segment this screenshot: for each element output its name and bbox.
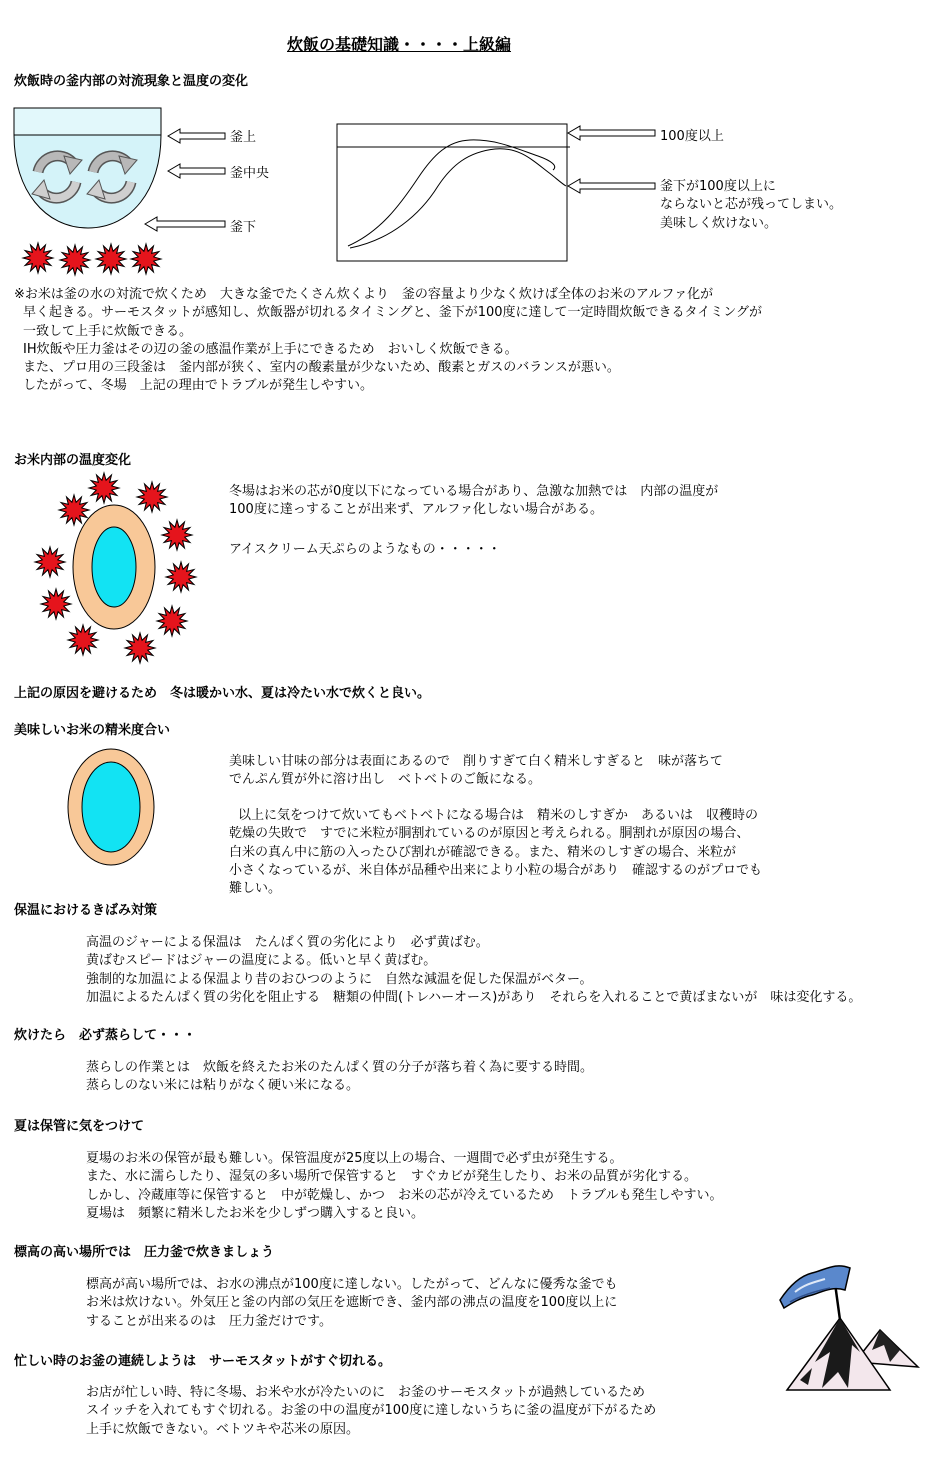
paragraph-line: でんぷん質が外に溶け出し ベトベトのご飯になる。 [229,772,542,788]
section-heading-busy: 忙しい時のお釜の連続しようは サーモスタットがすぐ切れる。 [14,1354,392,1369]
left-arrow-icon [568,126,655,140]
red-burst-icon [41,589,71,619]
graph-note [660,178,842,233]
steaming-text [86,1059,593,1096]
paragraph-line: 標高が高い場所では、お水の沸点が100度に達しない。したがって、どんなに優秀な釜でも [86,1277,618,1292]
mountain-flag-icon [780,1266,918,1390]
red-burst-icon [162,520,192,550]
red-burst-icon [60,245,90,275]
left-arrow-icon [168,164,225,178]
page-title: 炊飯の基礎知識・・・・上級編 [287,35,512,54]
polishing-text [229,753,723,790]
grain-temperature-aside: アイスクリーム天ぷらのようなもの・・・・・ [229,542,501,557]
busy-text [86,1384,656,1439]
paragraph-line: 100度に達っすることが出来ず、アルファ化しない場合がある。 [229,502,603,518]
graph-note-line: 美味しく炊けない。 [660,215,778,231]
red-burst-icon [131,244,161,274]
note-line: したがって、冬場 上記の理由でトラブルが発生しやすい。 [23,378,373,394]
pot-label-bottom: 釜下 [230,220,257,235]
section-heading-polishing: 美味しいお米の精米度合い [14,723,171,738]
note-line: ※お米は釜の水の対流で炊くため 大きな釜でたくさん炊くより 釜の容量より少なく炊けば全体のお米のアルファ化が [14,287,714,302]
graph-label-over100: 100度以上 [660,129,724,144]
red-burst-icon [125,633,155,663]
altitude-text [86,1276,618,1331]
paragraph-line: しかし、冷蔵庫等に保管すると 中が乾燥し、かつ お米の芯が冷えているため トラブルも発生しやすい。 [86,1187,723,1203]
polishing-text-2 [229,807,762,898]
paragraph-line: 強制的な加温による保温より昔のおひつのように 自然な減温を促した保温がベター。 [86,971,593,987]
note-line: 一致して上手に炊飯できる。 [23,323,193,339]
pot-diagram [14,108,161,228]
red-burst-icon [96,244,126,274]
note-line: IH炊飯や圧力釜はその辺の釜の感温作業が上手にできるため おいしく炊飯できる。 [23,341,518,357]
paragraph-line: 夏場は 頻繁に精米したお米を少しずつ購入すると良い。 [86,1205,425,1221]
graph-note-line: ならないと芯が残ってしまい。 [660,197,843,213]
convection-notes [14,286,762,396]
section-heading-steaming: 炊けたら 必ず蒸らして・・・ [14,1028,197,1043]
paragraph-line: 加温によるたんぱく質の劣化を阻止する 糖類の仲間(トレハーオース)があり それらを入れることで黄ばまないが 味は変化する。 [86,989,862,1005]
paragraph-line: 蒸らしの作業とは 炊飯を終えたお米のたんぱく質の分子が落ち着く為に要する時間。 [86,1060,594,1075]
note-line: 早く起きる。サーモスタットが感知し、炊飯器が切れるタイミングと、釜下が100度に達して一定時間炊飯できるタイミングが [23,305,763,321]
section-heading-altitude: 標高の高い場所では 圧力釜で炊きましょう [14,1245,275,1260]
paragraph-line: 蒸らしのない米には粘りがなく硬い米になる。 [86,1078,360,1094]
paragraph-line: 白米の真ん中に筋の入ったひび割れが確認できる。また、精米のしすぎの場合、米粒が [229,844,737,860]
red-burst-icon [137,482,167,512]
red-burst-icon [166,562,196,592]
paragraph-line: 以上に気をつけて炊いてもベトベトになる場合は 精米のしすぎか あるいは 収穫時の [238,808,759,823]
paragraph-line: また、水に濡らしたり、湿気の多い場所で保管すると すぐカビが発生したり、お米の品質が劣化する。 [86,1169,698,1185]
paragraph-line: お店が忙しい時、特に冬場、お米や水が冷たいのに お釜のサーモスタットが過熱しているため [86,1385,646,1400]
water-tip-heading: 上記の原因を避けるため 冬は暖かい水、夏は冷たい水で炊くと良い。 [14,686,431,701]
red-burst-icon [89,473,119,503]
yellowing-text [86,934,861,1007]
paragraph-line: 乾燥の失敗で すでに米粒が胴割れているのが原因と考えられる。胴割れが原因の場合、 [229,826,750,842]
red-burst-icon [59,495,89,525]
section-heading-yellowing: 保温におけるきばみ対策 [14,903,158,918]
left-arrow-icon [145,217,225,231]
paragraph-line: 美味しい甘味の部分は表面にあるので 削りすぎて白く精米しすぎると 味が落ちて [229,754,723,769]
paragraph-line: お米は炊けない。外気圧と釜の内部の気圧を遮断でき、釜内部の沸点の温度を100度以上に [86,1295,618,1311]
paragraph-line: 小さくなっているが、米自体が品種や出来により小粒の場合があり 確認するのがプロでも [229,862,763,878]
red-burst-icon [68,625,98,655]
paragraph-line: 高温のジャーによる保温は たんぱく質の劣化により 必ず黄ばむ。 [86,935,489,950]
paragraph-line: 上手に炊飯できない。ベトツキや芯米の原因。 [86,1421,360,1437]
pot-label-top: 釜上 [230,130,257,145]
paragraph-line: 冬場はお米の芯が0度以下になっている場合があり、急激な加熱では 内部の温度が [229,484,719,499]
paragraph-line: 黄ばむスピードはジャーの温度による。低いと早く黄ばむ。 [86,953,437,969]
paragraph-line: スイッチを入れてもすぐ切れる。お釜の中の温度が100度に達しないうちに釜の温度が下がるため [86,1403,657,1419]
rice-grain-diagram [73,505,155,629]
red-burst-icon [23,243,53,273]
left-arrow-icon [568,179,655,193]
temperature-graph [337,124,570,261]
red-burst-icon [157,606,187,636]
note-line: また、プロ用の三段釜は 釜内部が狭く、室内の酸素量が少ないため、酸素とガスのバランスが悪い。 [23,360,620,376]
red-burst-icon [35,547,65,577]
summer-text [86,1150,722,1223]
paragraph-line: 夏場のお米の保管が最も難しい。保管温度が25度以上の場合、一週間で必ず虫が発生する。 [86,1151,623,1166]
pot-label-middle: 釜中央 [230,166,270,181]
graph-note-line: 釜下が100度以上に [660,179,776,194]
section-heading-summer: 夏は保管に気をつけて [14,1119,145,1134]
section-heading-grain-temperature: お米内部の温度変化 [14,453,132,468]
rice-grain-diagram [68,749,154,865]
paragraph-line: することが出来るのは 圧力釜だけです。 [86,1313,332,1329]
left-arrow-icon [168,129,225,143]
section-heading-convection: 炊飯時の釜内部の対流現象と温度の変化 [14,74,249,89]
paragraph-line: 難しい。 [229,881,282,897]
grain-temperature-text [229,483,718,520]
